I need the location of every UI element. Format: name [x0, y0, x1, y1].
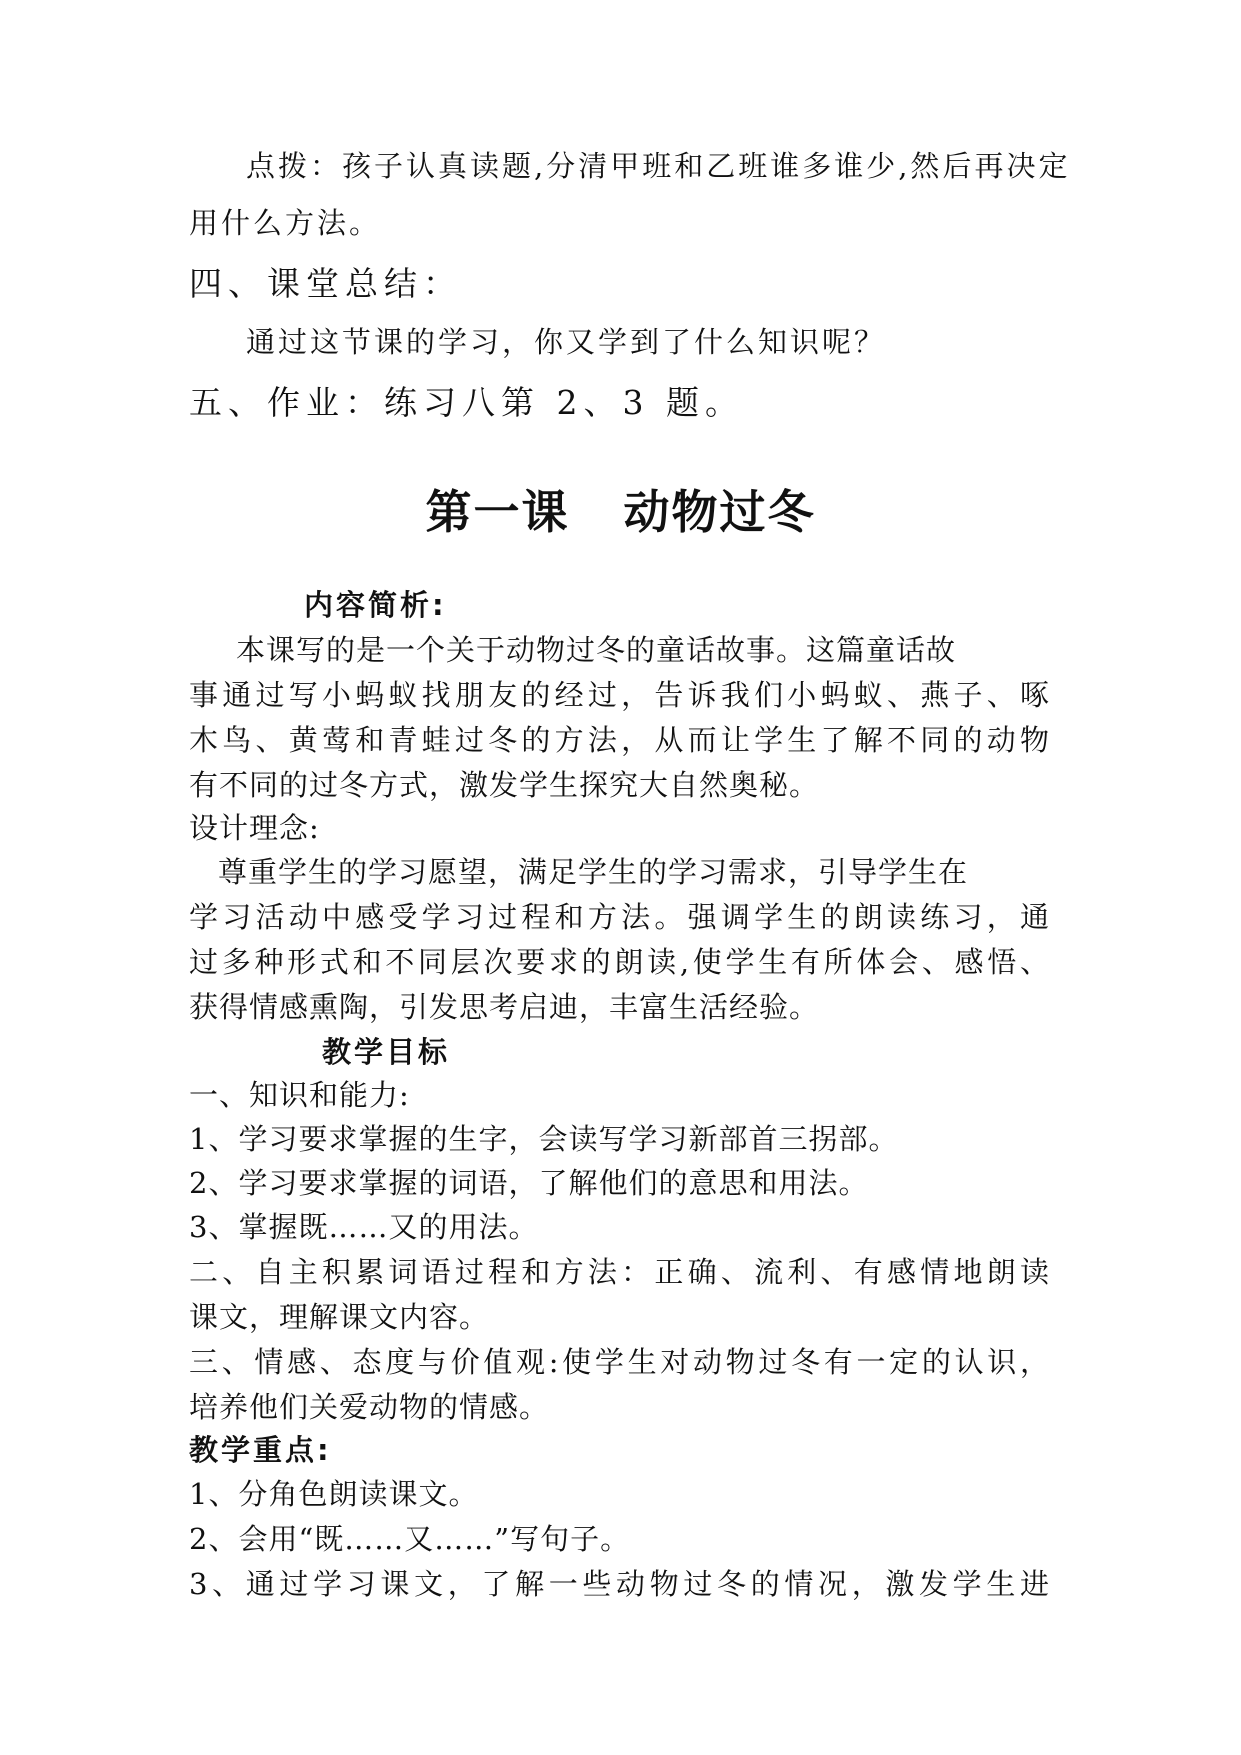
- goals-heading: 教学目标: [322, 1035, 451, 1069]
- content-line-2: 事通过写小蚂蚁找朋友的经过，告诉我们小蚂蚁、燕子、啄: [189, 678, 1049, 712]
- design-line-2: 学习活动中感受学习过程和方法。强调学生的朗读练习，通: [189, 900, 1049, 934]
- key-line-2: 2、会用“既……又……”写句子。: [189, 1522, 631, 1556]
- content-line-3: 木鸟、黄莺和青蛙过冬的方法，从而让学生了解不同的动物: [189, 723, 1049, 757]
- design-heading: 设计理念:: [189, 811, 320, 845]
- hint-line-1: 点拨：孩子认真读题,分清甲班和乙班谁多谁少,然后再决定: [246, 149, 1071, 183]
- goals-line-3: 2、学习要求掌握的词语，了解他们的意思和用法。: [189, 1166, 869, 1200]
- design-line-4: 获得情感熏陶，引发思考启迪，丰富生活经验。: [189, 990, 820, 1024]
- lesson-title: 第一课 动物过冬: [425, 485, 816, 539]
- goals-line-8: 培养他们关爱动物的情感。: [189, 1390, 550, 1424]
- homework-line: 五、作业：练习八第 2、3 题。: [189, 383, 744, 422]
- key-line-1: 1、分角色朗读课文。: [189, 1477, 479, 1511]
- key-points-heading: 教学重点:: [189, 1433, 332, 1467]
- hint-line-2: 用什么方法。: [189, 206, 382, 240]
- content-line-1: 本课写的是一个关于动物过冬的童话故事。这篇童话故: [236, 633, 957, 667]
- goals-line-4: 3、掌握既……又的用法。: [189, 1210, 539, 1244]
- content-line-4: 有不同的过冬方式，激发学生探究大自然奥秘。: [189, 768, 820, 802]
- goals-line-1: 一、知识和能力:: [189, 1078, 410, 1112]
- summary-text: 通过这节课的学习，你又学到了什么知识呢？: [246, 325, 887, 359]
- key-line-3: 3、通过学习课文，了解一些动物过冬的情况，激发学生进: [189, 1567, 1049, 1601]
- goals-line-2: 1、学习要求掌握的生字，会读写学习新部首三拐部。: [189, 1122, 899, 1156]
- goals-line-7: 三、情感、态度与价值观:使学生对动物过冬有一定的认识，: [189, 1345, 1049, 1379]
- goals-line-5: 二、自主积累词语过程和方法：正确、流利、有感情地朗读: [189, 1255, 1049, 1289]
- design-line-3: 过多种形式和不同层次要求的朗读,使学生有所体会、感悟、: [189, 945, 1049, 979]
- goals-line-6: 课文，理解课文内容。: [189, 1300, 490, 1334]
- design-line-1: 尊重学生的学习愿望，满足学生的学习需求，引导学生在: [218, 855, 969, 889]
- summary-heading: 四、课堂总结：: [189, 264, 462, 303]
- content-heading: 内容简析:: [304, 588, 447, 622]
